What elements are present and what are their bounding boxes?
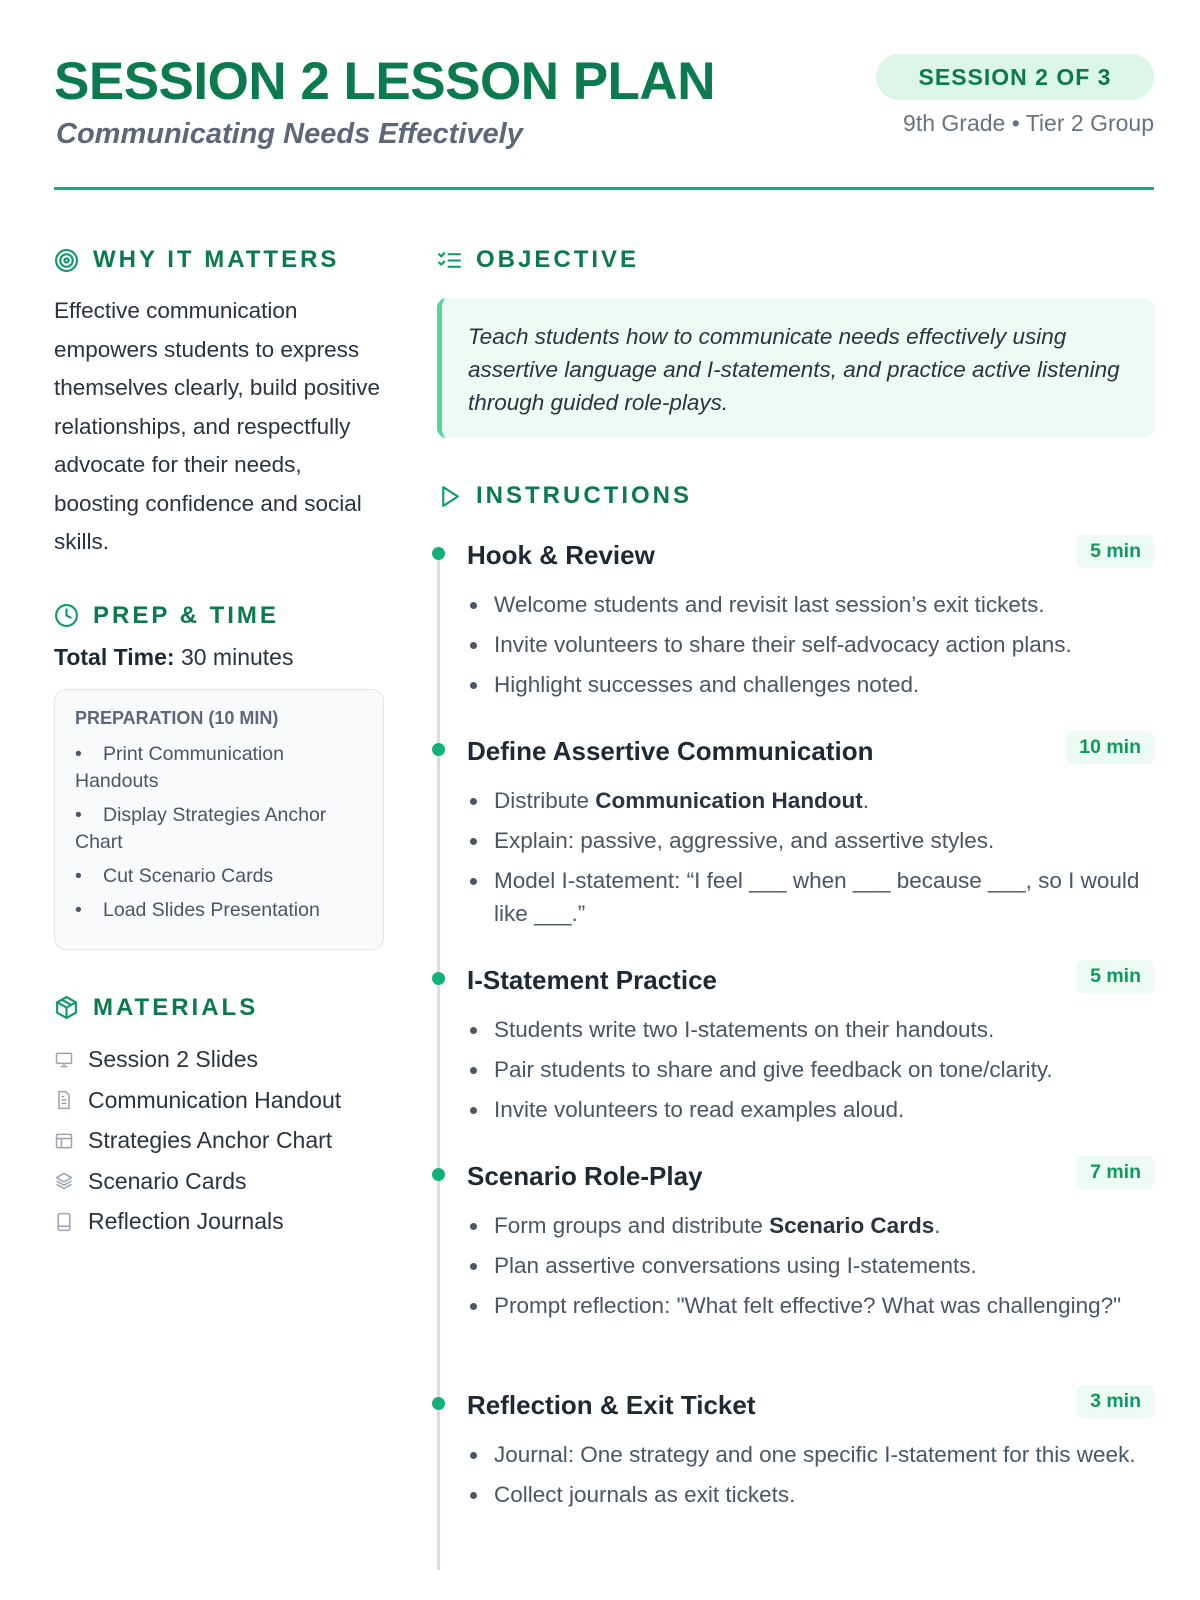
timeline-dot [432, 547, 445, 560]
why-heading [54, 246, 384, 274]
time-badge: 3 min [1077, 1385, 1154, 1418]
timeline-dot [432, 972, 445, 985]
why-text: Effective communication empowers students to express themselves clearly, build positive relationships, and respectfully advocate for their needs, boosting confidence and social skills. [54, 298, 380, 554]
material-label: Scenario Cards [88, 1167, 247, 1194]
list-item [54, 1161, 384, 1202]
step-title: Hook & Review [467, 540, 655, 570]
page-subtitle: Communicating Needs Effectively [56, 118, 523, 150]
material-label: Reflection Journals [88, 1208, 284, 1235]
list-item: • Load Slides Presentation [75, 898, 320, 921]
step-title: I-Statement Practice [467, 965, 717, 995]
list-item: Highlight successes and challenges noted. [467, 668, 1154, 701]
play-icon [437, 484, 462, 509]
layout-icon [54, 1131, 74, 1151]
list-item [54, 1040, 384, 1081]
time-badge: 10 min [1066, 731, 1154, 764]
step-reflection-exit-ticket [437, 1390, 1154, 1511]
step-i-statement-practice [437, 965, 1154, 1161]
list-item: Students write two I-statements on their handouts. [467, 1013, 1154, 1046]
right-column [437, 246, 1154, 1518]
prep-heading [54, 602, 384, 630]
timeline-dot [432, 743, 445, 756]
monitor-icon [54, 1050, 74, 1070]
box-icon [54, 995, 79, 1020]
list-item: Explain: passive, aggressive, and assertive styles. [467, 824, 1154, 857]
why-heading-label: WHY IT MATTERS [93, 246, 340, 273]
objective-heading-label: OBJECTIVE [476, 246, 640, 273]
time-badge: 5 min [1077, 960, 1154, 993]
material-label: Session 2 Slides [88, 1046, 259, 1073]
objective-heading [437, 246, 1154, 274]
materials-heading-label: MATERIALS [93, 993, 259, 1021]
header [54, 50, 1154, 151]
list-item: Invite volunteers to share their self-advocacy action plans. [467, 628, 1154, 661]
list-item: Model I-statement: “I feel ___ when ___ because ___, so I would like ___.” [467, 864, 1154, 930]
target-icon [54, 248, 79, 273]
list-item: • Cut Scenario Cards [75, 864, 274, 887]
header-divider [54, 187, 1154, 190]
list-item: Prompt reflection: "What felt effective? What was challenging?" [467, 1289, 1154, 1322]
prep-heading-label: PREP & TIME [93, 601, 279, 629]
list-item: • Print Communication Handouts [75, 742, 284, 792]
preparation-list [75, 741, 363, 924]
instructions-heading-label: INSTRUCTIONS [476, 482, 692, 509]
list-item: Invite volunteers to read examples aloud. [467, 1093, 1154, 1126]
left-column [54, 246, 384, 1242]
time-badge: 7 min [1077, 1156, 1154, 1189]
list-item: Journal: One strategy and one specific I-statement for this week. [467, 1438, 1154, 1471]
step-hook-review [437, 540, 1154, 736]
list-item [54, 1080, 384, 1121]
step-define-assertive [437, 736, 1154, 965]
step-title: Reflection & Exit Ticket [467, 1390, 756, 1420]
list-item: Collect journals as exit tickets. [467, 1478, 1154, 1511]
list-item [54, 1202, 384, 1243]
layers-icon [54, 1171, 74, 1191]
session-badge: SESSION 2 OF 3 [876, 54, 1154, 100]
instructions-timeline [437, 540, 1154, 1511]
objective-box [437, 298, 1154, 438]
material-label: Strategies Anchor Chart [88, 1127, 333, 1154]
list-item [54, 1121, 384, 1162]
total-time-value: 30 minutes [180, 643, 294, 670]
timeline-dot [432, 1397, 445, 1410]
clock-icon [54, 603, 79, 628]
total-time [54, 644, 384, 671]
material-label: Communication Handout [88, 1086, 342, 1113]
timeline-dot [432, 1168, 445, 1181]
objective-text: Teach students how to communicate needs effectively using assertive language and I-statements, and practice active listening through guided role-plays. [468, 324, 1120, 415]
step-title: Define Assertive Communication [467, 736, 874, 766]
preparation-box [54, 689, 384, 950]
list-item: • Display Strategies Anchor Chart [75, 803, 327, 853]
document-icon [54, 1090, 74, 1110]
step-scenario-role-play [437, 1161, 1154, 1390]
checklist-icon [437, 248, 462, 273]
journal-icon [54, 1212, 74, 1232]
list-item: Form groups and distribute Scenario Cards. [467, 1209, 1154, 1242]
list-item: Welcome students and revisit last session’s exit tickets. [467, 588, 1154, 621]
materials-heading [54, 994, 384, 1022]
instructions-heading [437, 482, 1154, 510]
list-item: Pair students to share and give feedback on tone/clarity. [467, 1053, 1154, 1086]
preparation-label: PREPARATION (10 MIN) [75, 707, 279, 728]
materials-list [54, 1040, 384, 1243]
list-item: Plan assertive conversations using I-statements. [467, 1249, 1154, 1282]
page-title: SESSION 2 LESSON PLAN [54, 52, 715, 111]
list-item: Distribute Communication Handout. [467, 784, 1154, 817]
time-badge: 5 min [1077, 535, 1154, 568]
total-time-label: Total Time: [54, 643, 175, 670]
grade-group-meta: 9th Grade • Tier 2 Group [903, 110, 1154, 136]
step-title: Scenario Role-Play [467, 1161, 703, 1191]
